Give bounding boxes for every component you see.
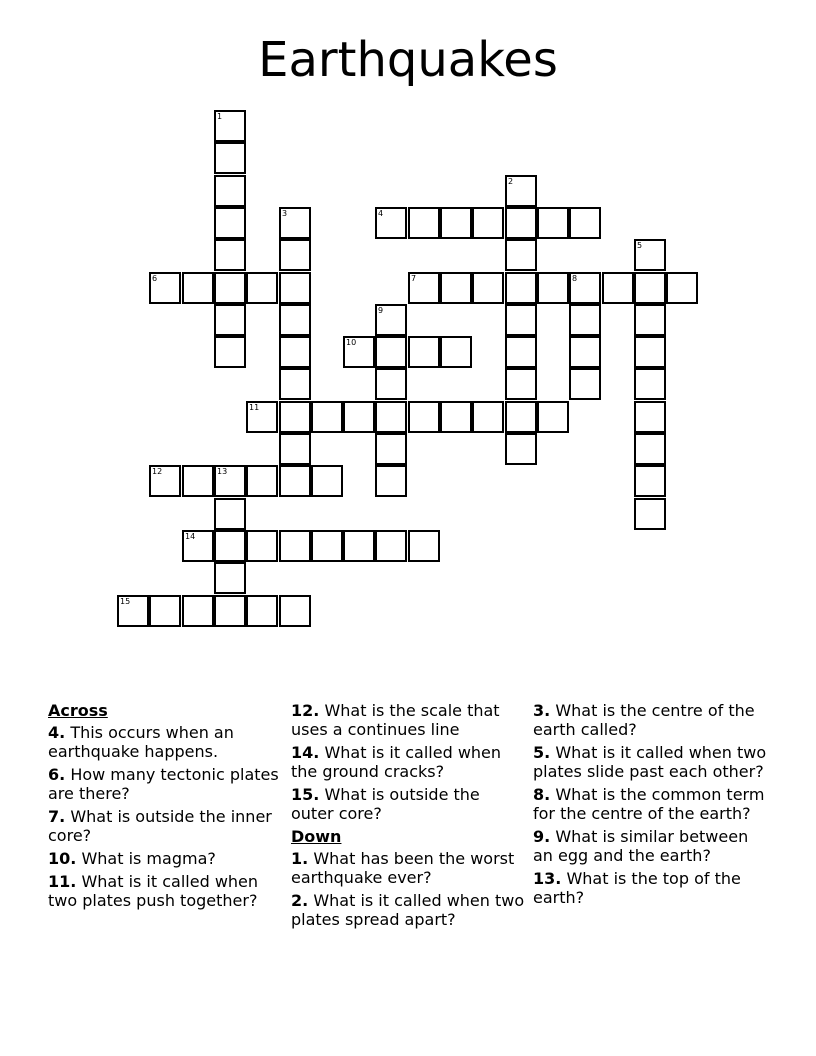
- crossword-cell[interactable]: [569, 207, 601, 239]
- clue-across-14: 14. What is it called when the ground cracks?: [291, 743, 502, 781]
- crossword-cell[interactable]: [569, 304, 601, 336]
- crossword-cell[interactable]: [634, 304, 666, 336]
- crossword-cell[interactable]: [505, 433, 537, 465]
- crossword-cell[interactable]: [279, 336, 311, 368]
- clue-down-13: 13. What is the top of the earth?: [533, 869, 741, 907]
- crossword-cell[interactable]: [214, 142, 246, 174]
- crossword-cell[interactable]: [214, 498, 246, 530]
- crossword-cell[interactable]: [634, 433, 666, 465]
- crossword-cell[interactable]: [279, 207, 311, 239]
- crossword-cell[interactable]: [214, 110, 246, 142]
- crossword-cell[interactable]: [634, 239, 666, 271]
- crossword-cell[interactable]: [505, 401, 537, 433]
- crossword-cell[interactable]: [279, 433, 311, 465]
- crossword-cell[interactable]: [279, 304, 311, 336]
- down-heading: Down: [291, 827, 342, 846]
- crossword-cell[interactable]: [343, 336, 375, 368]
- crossword-cell[interactable]: [246, 465, 278, 497]
- crossword-cell[interactable]: [440, 272, 472, 304]
- clue-number: 1: [217, 112, 223, 121]
- crossword-cell[interactable]: [408, 336, 440, 368]
- crossword-cell[interactable]: [182, 595, 214, 627]
- clue-down-8: 8. What is the common term for the centre of the earth?: [533, 785, 765, 823]
- crossword-cell[interactable]: [634, 368, 666, 400]
- crossword-cell[interactable]: [343, 401, 375, 433]
- crossword-cell[interactable]: [569, 272, 601, 304]
- crossword-cell[interactable]: [182, 465, 214, 497]
- clue-across-11: 11. What is it called when two plates push together?: [48, 872, 259, 910]
- crossword-cell[interactable]: [375, 530, 407, 562]
- crossword-cell[interactable]: [311, 401, 343, 433]
- crossword-cell[interactable]: [505, 175, 537, 207]
- crossword-cell[interactable]: [666, 272, 698, 304]
- clue-number: 6: [152, 274, 158, 283]
- crossword-cell[interactable]: [246, 530, 278, 562]
- crossword-cell[interactable]: [505, 304, 537, 336]
- clue-across-12: 12. What is the scale that uses a continues line: [291, 701, 500, 739]
- crossword-cell[interactable]: [634, 498, 666, 530]
- crossword-cell[interactable]: [279, 530, 311, 562]
- crossword-cell[interactable]: [537, 207, 569, 239]
- crossword-cell[interactable]: [472, 401, 504, 433]
- crossword-cell[interactable]: [375, 207, 407, 239]
- crossword-cell[interactable]: [440, 207, 472, 239]
- clue-number: 9: [378, 306, 384, 315]
- clues-column-1: [48, 701, 284, 914]
- crossword-cell[interactable]: [214, 595, 246, 627]
- crossword-cell[interactable]: [634, 336, 666, 368]
- crossword-cell[interactable]: [472, 272, 504, 304]
- clue-number: 13: [217, 467, 228, 476]
- crossword-cell[interactable]: [279, 401, 311, 433]
- clue-number: 12: [152, 467, 163, 476]
- crossword-cell[interactable]: [214, 175, 246, 207]
- crossword-cell[interactable]: [634, 465, 666, 497]
- clue-across-4: 4. This occurs when an earthquake happens.: [48, 723, 234, 761]
- clue-down-2: 2. What is it called when two plates spread apart?: [291, 891, 525, 929]
- clue-number: 4: [378, 209, 384, 218]
- crossword-cell[interactable]: [440, 401, 472, 433]
- crossword-cell[interactable]: [537, 272, 569, 304]
- clue-across-10: 10. What is magma?: [48, 849, 216, 868]
- crossword-cell[interactable]: [408, 207, 440, 239]
- crossword-cell[interactable]: [634, 401, 666, 433]
- crossword-cell[interactable]: [246, 595, 278, 627]
- crossword-cell[interactable]: [602, 272, 634, 304]
- crossword-cell[interactable]: [182, 530, 214, 562]
- crossword-cell[interactable]: [569, 368, 601, 400]
- clue-down-3: 3. What is the centre of the earth called?: [533, 701, 755, 739]
- crossword-cell[interactable]: [214, 336, 246, 368]
- crossword-cell[interactable]: [214, 272, 246, 304]
- crossword-cell[interactable]: [279, 595, 311, 627]
- crossword-cell[interactable]: [182, 272, 214, 304]
- crossword-cell[interactable]: [149, 595, 181, 627]
- clue-number: 15: [120, 597, 131, 606]
- crossword-cell[interactable]: [375, 304, 407, 336]
- crossword-cell[interactable]: [505, 336, 537, 368]
- crossword-cell[interactable]: [375, 465, 407, 497]
- clue-across-7: 7. What is outside the inner core?: [48, 807, 272, 845]
- crossword-cell[interactable]: [375, 368, 407, 400]
- clue-down-9: 9. What is similar between an egg and the earth?: [533, 827, 749, 865]
- crossword-cell[interactable]: [634, 272, 666, 304]
- crossword-cell[interactable]: [311, 530, 343, 562]
- crossword-cell[interactable]: [311, 465, 343, 497]
- crossword-cell[interactable]: [505, 368, 537, 400]
- crossword-cell[interactable]: [214, 207, 246, 239]
- crossword-cell[interactable]: [279, 272, 311, 304]
- crossword-cell[interactable]: [246, 401, 278, 433]
- crossword-cell[interactable]: [214, 465, 246, 497]
- across-heading: Across: [48, 701, 108, 720]
- crossword-cell[interactable]: [279, 239, 311, 271]
- clue-across-6: 6. How many tectonic plates are there?: [48, 765, 279, 803]
- crossword-cell[interactable]: [537, 401, 569, 433]
- crossword-cell[interactable]: [408, 530, 440, 562]
- clue-down-1: 1. What has been the worst earthquake ever?: [291, 849, 515, 887]
- crossword-cell[interactable]: [505, 272, 537, 304]
- crossword-cell[interactable]: [279, 465, 311, 497]
- clue-number: 8: [572, 274, 578, 283]
- clue-number: 10: [346, 338, 357, 347]
- crossword-cell[interactable]: [214, 562, 246, 594]
- crossword-cell[interactable]: [343, 530, 375, 562]
- crossword-cell[interactable]: [569, 336, 601, 368]
- puzzle-title: Earthquakes: [258, 32, 558, 88]
- clue-across-15: 15. What is outside the outer core?: [291, 785, 480, 823]
- crossword-cell[interactable]: [408, 272, 440, 304]
- crossword-cell[interactable]: [246, 272, 278, 304]
- crossword-cell[interactable]: [117, 595, 149, 627]
- crossword-cell[interactable]: [440, 336, 472, 368]
- crossword-cell[interactable]: [375, 401, 407, 433]
- clue-number: 11: [249, 403, 260, 412]
- crossword-cell[interactable]: [214, 304, 246, 336]
- clue-number: 2: [508, 177, 514, 186]
- crossword-cell[interactable]: [214, 530, 246, 562]
- crossword-cell[interactable]: [375, 336, 407, 368]
- clue-number: 14: [185, 532, 196, 541]
- crossword-cell[interactable]: [408, 401, 440, 433]
- crossword-cell[interactable]: [505, 239, 537, 271]
- clues-column-3: [533, 701, 773, 911]
- crossword-cell[interactable]: [214, 239, 246, 271]
- crossword-cell[interactable]: [505, 207, 537, 239]
- crossword-cell[interactable]: [375, 433, 407, 465]
- clue-number: 3: [282, 209, 288, 218]
- clue-number: 5: [637, 241, 643, 250]
- clue-number: 7: [411, 274, 417, 283]
- crossword-cell[interactable]: [149, 272, 181, 304]
- crossword-cell[interactable]: [472, 207, 504, 239]
- crossword-cell[interactable]: [279, 368, 311, 400]
- clues-column-2: [291, 701, 527, 933]
- clue-down-5: 5. What is it called when two plates slide past each other?: [533, 743, 767, 781]
- crossword-cell[interactable]: [149, 465, 181, 497]
